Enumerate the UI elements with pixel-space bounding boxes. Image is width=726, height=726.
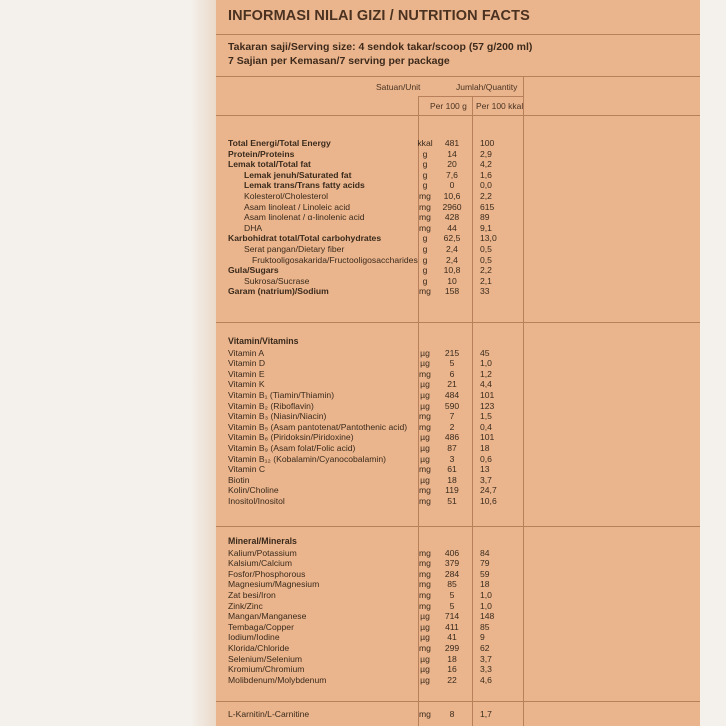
nutrient-label: Vitamin B₉ (Asam folat/Folic acid) (228, 442, 356, 453)
nutrient-label: Kalsium/Calcium (228, 558, 292, 569)
nutrient-row (216, 432, 700, 443)
nutrient-row (216, 611, 700, 622)
nutrient-label: Kromium/Chromium (228, 664, 305, 675)
nutrient-row (216, 601, 700, 612)
nutrient-row (216, 202, 700, 213)
nutrient-label: Protein/Proteins (228, 148, 295, 159)
value-per-100g: 379 (444, 558, 460, 569)
nutrition-facts-panel (216, 0, 700, 726)
nutrient-unit: mg (419, 191, 431, 201)
value-per-100g: 62,5 (443, 233, 461, 244)
nutrient-row (216, 276, 700, 287)
nutrient-unit: µg (420, 632, 430, 643)
nutrient-label: Zat besi/Iron (228, 589, 276, 600)
title-divider (216, 34, 700, 35)
nutrient-label: Lemak total/Total fat (228, 159, 311, 170)
nutrient-unit: mg (419, 464, 431, 475)
nutrient-label: Vitamin A (228, 347, 265, 358)
nutrient-row (216, 675, 700, 686)
section-title: Vitamin/Vitamins (228, 336, 299, 346)
nutrient-unit: g (422, 180, 428, 191)
nutrient-label: Serat pangan/Dietary fiber (244, 244, 345, 254)
nutrient-unit: µg (420, 621, 430, 632)
nutrient-unit: mg (419, 485, 431, 496)
nutrient-unit: g (422, 169, 428, 180)
value-per-100kkal: 9,1 (480, 222, 492, 233)
value-per-100kkal: 101 (480, 389, 495, 400)
nutrient-row (216, 180, 700, 191)
nutrient-row (216, 632, 700, 643)
value-per-100g: 5 (449, 589, 455, 600)
value-per-100kkal: 2,2 (480, 265, 492, 276)
value-per-100g: 486 (444, 432, 460, 443)
nutrient-row (216, 579, 700, 590)
nutrient-unit: g (422, 233, 428, 244)
value-per-100g: 44 (447, 222, 457, 233)
nutrient-label: DHA (244, 222, 263, 233)
value-per-100g: 16 (447, 664, 457, 675)
nutrient-row (216, 411, 700, 422)
value-per-100kkal: 62 (480, 642, 490, 653)
nutrient-row (216, 379, 700, 390)
nutrient-label: Kolesterol/Cholesterol (244, 191, 329, 201)
nutrient-row (216, 265, 700, 276)
value-per-100kkal: 13,0 (480, 233, 497, 244)
nutrient-unit: mg (419, 368, 431, 379)
nutrient-unit: µg (420, 432, 430, 443)
nutrient-label: L-Karnitin/L-Carnitine (228, 709, 310, 719)
value-per-100g: 5 (449, 600, 455, 611)
value-per-100g: 41 (447, 632, 457, 643)
value-per-100kkal: 1,0 (480, 589, 492, 600)
per-100kkal-header: Per 100 kkal (476, 101, 524, 111)
value-per-100kkal: 3,3 (480, 664, 492, 675)
value-per-100kkal: 3,7 (480, 474, 492, 485)
value-per-100g: 158 (444, 286, 460, 297)
nutrient-row (216, 390, 700, 401)
quantity-header: Jumlah/Quantity (456, 82, 518, 92)
servings-per-package-text: 7 Sajian per Kemasan/7 serving per package (228, 55, 450, 67)
nutrient-unit: µg (420, 664, 430, 675)
value-per-100kkal: 4,4 (480, 379, 492, 390)
value-per-100g: 85 (447, 579, 457, 590)
nutrient-unit: mg (419, 222, 431, 233)
nutrient-unit: mg (419, 547, 431, 558)
nutrient-unit: mg (419, 201, 431, 212)
nutrient-label: Vitamin B₅ (Asam pantotenat/Pantothenic acid) (228, 421, 408, 432)
value-per-100g: 18 (447, 653, 457, 664)
nutrient-row (216, 464, 700, 475)
nutrient-label: Lemak trans/Trans fatty acids (244, 180, 365, 191)
value-per-100kkal: 148 (480, 611, 495, 622)
value-per-100kkal: 2,2 (480, 191, 492, 201)
value-per-100kkal: 33 (480, 286, 490, 297)
value-per-100g: 7,6 (446, 169, 458, 180)
nutrient-unit: g (422, 254, 428, 265)
nutrient-unit: µg (420, 347, 430, 358)
value-per-100kkal: 123 (480, 400, 495, 411)
nutrient-label: Gula/Sugars (228, 265, 279, 276)
nutrient-unit: g (422, 244, 428, 254)
nutrient-label: Vitamin B₂ (Riboflavin) (228, 400, 314, 411)
nutrient-label: Vitamin C (228, 464, 266, 475)
value-per-100kkal: 18 (480, 442, 490, 453)
value-per-100kkal: 1,0 (480, 600, 492, 611)
value-per-100kkal: 24,7 (480, 485, 497, 496)
value-per-100kkal: 0,4 (480, 421, 492, 432)
nutrient-label: Selenium/Selenium (228, 653, 303, 664)
nutrient-label: Karbohidrat total/Total carbohydrates (228, 233, 382, 244)
value-per-100g: 2960 (442, 201, 462, 212)
section-divider (216, 526, 700, 527)
nutrient-unit: mg (419, 579, 431, 590)
value-per-100g: 2,4 (446, 254, 458, 265)
nutrient-label: Klorida/Chloride (228, 642, 290, 653)
nutrient-row (216, 149, 700, 160)
value-per-100kkal: 1,6 (480, 169, 492, 180)
nutrient-label: Kolin/Choline (228, 485, 279, 496)
value-per-100kkal: 13 (480, 464, 490, 475)
value-per-100g: 10,6 (443, 191, 461, 201)
value-per-100g: 51 (447, 495, 457, 506)
nutrient-unit: mg (419, 600, 431, 611)
value-per-100kkal: 3,7 (480, 653, 492, 664)
nutrient-label: Inositol/Inositol (228, 495, 285, 506)
value-per-100kkal: 615 (480, 201, 495, 212)
value-per-100g: 87 (447, 442, 457, 453)
nutrient-row (216, 454, 700, 465)
nutrient-unit: µg (420, 400, 430, 411)
nutrient-label: Lemak jenuh/Saturated fat (244, 169, 352, 180)
nutrient-label: Fruktooligosakarida/Fructooligosaccharides (252, 254, 418, 265)
nutrient-unit: µg (420, 674, 430, 685)
value-per-100g: 215 (444, 347, 460, 358)
value-per-100kkal: 100 (480, 138, 495, 148)
nutrient-row (216, 485, 700, 496)
nutrient-unit: µg (420, 389, 430, 400)
serving-size-text: Takaran saji/Serving size: 4 sendok takar/scoop (57 g/200 ml) (228, 41, 533, 53)
value-per-100g: 8 (449, 709, 455, 719)
nutrient-row (216, 255, 700, 266)
nutrient-label: Vitamin B₃ (Niasin/Niacin) (228, 411, 327, 422)
nutrient-row (216, 654, 700, 665)
header-bottom-divider (216, 115, 700, 116)
value-per-100kkal: 0,0 (480, 180, 492, 191)
nutrient-unit: µg (420, 611, 430, 622)
value-per-100g: 61 (447, 464, 457, 475)
nutrient-row (216, 643, 700, 654)
nutrient-label: Zink/Zinc (228, 600, 263, 611)
value-per-100kkal: 2,9 (480, 148, 492, 159)
value-per-100kkal: 89 (480, 212, 490, 223)
quantity-header-divider (418, 96, 523, 97)
value-per-100kkal: 0,6 (480, 453, 492, 464)
nutrient-unit: µg (420, 358, 430, 369)
header-top-divider (216, 76, 700, 77)
nutrient-unit: mg (419, 286, 431, 297)
nutrient-row (216, 159, 700, 170)
nutrient-unit: µg (420, 442, 430, 453)
nutrient-label: Iodium/Iodine (228, 632, 280, 643)
value-per-100kkal: 18 (480, 579, 490, 590)
value-per-100g: 10,8 (443, 265, 461, 276)
nutrient-label: Vitamin B₁ (Tiamin/Thiamin) (228, 389, 335, 400)
nutrient-label: Vitamin D (228, 358, 266, 369)
value-per-100g: 7 (449, 411, 455, 422)
nutrient-unit: µg (420, 453, 430, 464)
value-per-100kkal: 79 (480, 558, 490, 569)
nutrient-row (216, 348, 700, 359)
nutrient-row (216, 664, 700, 675)
nutrient-unit: µg (420, 474, 430, 485)
value-per-100kkal: 0,5 (480, 244, 492, 254)
value-per-100kkal: 1,2 (480, 368, 492, 379)
nutrient-row (216, 212, 700, 223)
value-per-100g: 18 (447, 474, 457, 485)
value-per-100g: 20 (447, 159, 457, 170)
nutrient-row (216, 369, 700, 380)
nutrient-row (216, 244, 700, 255)
section-divider (216, 322, 700, 323)
value-per-100kkal: 10,6 (480, 495, 497, 506)
nutrient-label: Kalium/Potassium (228, 547, 297, 558)
value-per-100kkal: 84 (480, 547, 490, 558)
value-per-100g: 119 (445, 485, 459, 496)
per-100g-header: Per 100 g (430, 101, 467, 111)
nutrient-unit: mg (419, 568, 431, 579)
nutrient-row (216, 422, 700, 433)
nutrient-label: Fosfor/Phosphorous (228, 568, 306, 579)
nutrient-unit: g (422, 265, 428, 276)
value-per-100kkal: 1,5 (480, 411, 492, 422)
value-per-100g: 481 (444, 138, 460, 148)
value-per-100kkal: 101 (480, 432, 495, 443)
nutrient-unit: µg (420, 379, 430, 390)
nutrient-row (216, 401, 700, 412)
value-per-100kkal: 9 (480, 632, 485, 643)
value-per-100kkal: 85 (480, 621, 490, 632)
value-per-100kkal: 0,5 (480, 254, 492, 265)
nutrition-title: INFORMASI NILAI GIZI / NUTRITION FACTS (228, 8, 530, 24)
value-per-100g: 22 (447, 674, 457, 685)
section-title: Mineral/Minerals (228, 536, 297, 546)
value-per-100g: 6 (449, 368, 455, 379)
value-per-100g: 5 (449, 358, 455, 369)
nutrient-label: Mangan/Manganese (228, 611, 307, 622)
value-per-100g: 428 (444, 212, 460, 223)
value-per-100g: 14 (447, 148, 457, 159)
value-per-100g: 714 (444, 611, 460, 622)
nutrient-label: Tembaga/Copper (228, 621, 294, 632)
unit-header: Satuan/Unit (376, 82, 421, 92)
nutrient-row (216, 443, 700, 454)
value-per-100g: 3 (449, 453, 455, 464)
nutrient-row (216, 138, 700, 149)
nutrient-unit: mg (419, 642, 431, 653)
value-per-100g: 284 (444, 568, 460, 579)
nutrient-unit: g (422, 159, 428, 170)
value-per-100kkal: 2,1 (480, 275, 492, 286)
nutrient-row (216, 590, 700, 601)
nutrient-row (216, 709, 700, 720)
nutrient-unit: mg (419, 709, 431, 719)
nutrient-row (216, 496, 700, 507)
nutrient-unit: mg (419, 421, 431, 432)
nutrient-label: Vitamin E (228, 368, 265, 379)
value-per-100kkal: 1,0 (480, 358, 492, 369)
nutrient-label: Vitamin B₆ (Piridoksin/Piridoxine) (228, 432, 354, 443)
nutrient-unit: g (422, 148, 428, 159)
nutrient-unit: g (422, 275, 428, 286)
value-per-100kkal: 4,6 (480, 674, 492, 685)
nutrient-row (216, 191, 700, 202)
value-per-100g: 406 (444, 547, 460, 558)
nutrient-label: Garam (natrium)/Sodium (228, 286, 329, 297)
nutrient-row (216, 223, 700, 234)
value-per-100g: 484 (444, 389, 460, 400)
value-per-100g: 2,4 (446, 244, 458, 254)
value-per-100g: 21 (447, 379, 457, 390)
nutrient-unit: mg (419, 558, 431, 569)
section-divider (216, 701, 700, 702)
nutrient-row (216, 475, 700, 486)
value-per-100g: 0 (449, 180, 455, 191)
nutrient-row (216, 548, 700, 559)
nutrient-label: Asam linolenat / α-linolenic acid (244, 212, 365, 223)
nutrient-unit: µg (420, 653, 430, 664)
nutrient-row (216, 569, 700, 580)
nutrient-label: Biotin (228, 474, 250, 485)
nutrient-label: Magnesium/Magnesium (228, 579, 320, 590)
value-per-100g: 411 (445, 621, 459, 632)
nutrient-unit: mg (419, 495, 431, 506)
nutrient-label: Molibdenum/Molybdenum (228, 674, 327, 685)
nutrient-label: Asam linoleat / Linoleic acid (244, 201, 351, 212)
value-per-100g: 10 (447, 275, 457, 286)
nutrient-row (216, 170, 700, 181)
value-per-100g: 590 (444, 400, 460, 411)
nutrient-unit: mg (419, 589, 431, 600)
value-per-100g: 2 (449, 421, 455, 432)
nutrient-label: Vitamin B₁₂ (Kobalamin/Cyanocobalamin) (228, 453, 386, 464)
value-per-100kkal: 59 (480, 568, 490, 579)
nutrient-row (216, 233, 700, 244)
nutrient-row (216, 558, 700, 569)
nutrient-label: Sukrosa/Sucrase (244, 275, 310, 286)
nutrient-label: Vitamin K (228, 379, 265, 390)
value-per-100kkal: 1,7 (480, 709, 492, 719)
nutrient-row (216, 622, 700, 633)
nutrient-row (216, 286, 700, 297)
nutrient-unit: mg (419, 411, 431, 422)
value-per-100kkal: 4,2 (480, 159, 492, 170)
nutrient-unit: mg (419, 212, 431, 223)
nutrient-unit: kkal (417, 138, 433, 148)
nutrient-label: Total Energi/Total Energy (228, 138, 331, 148)
value-per-100g: 299 (444, 642, 460, 653)
value-per-100kkal: 45 (480, 347, 490, 358)
nutrient-row (216, 358, 700, 369)
